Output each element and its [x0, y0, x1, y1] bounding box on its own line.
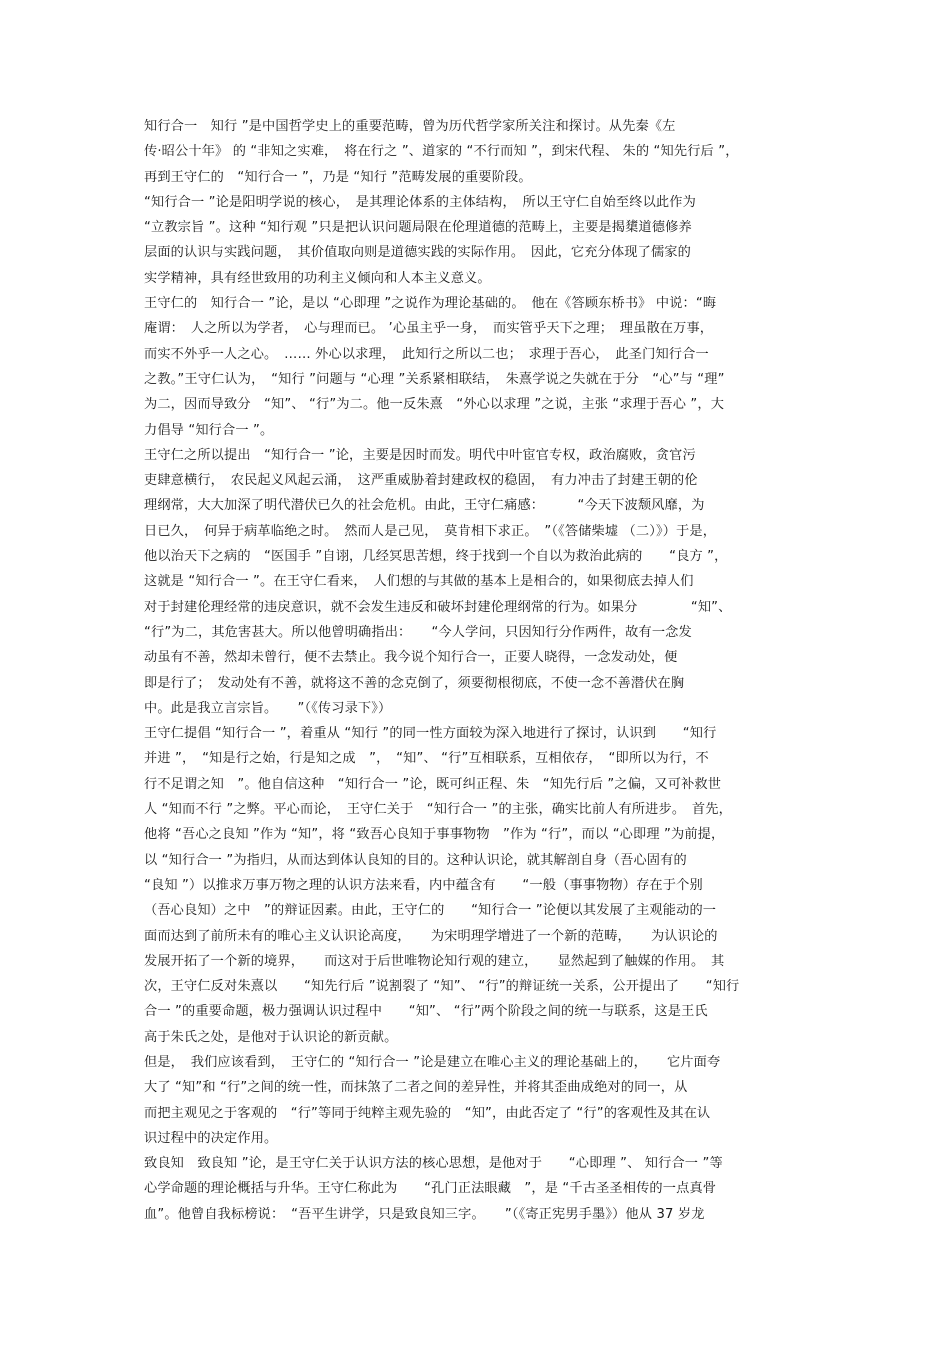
text-line: 行不足谓之知 ”。他自信这种 “知行合一 ”论，既可纠正程、朱 “知先行后 ”之偏，又可补救世 — [144, 776, 722, 792]
text-line: 之教。”王守仁认为， “知行 ”问题与 “心理 ”关系紧相联结， 朱熹学说之失就在于分 “心”与 “理” — [144, 371, 725, 387]
text-line: “良知 ”）以推求万事万物之理的认识方法来看，内中蕴含有 “一般（事事物物）存在于个别 — [144, 877, 703, 893]
text-line: 他将 “吾心之良知 ”作为 “知”，将 “致吾心良知于事事物物 ”作为 “行”，而以 “心即理 ”为前提， — [144, 827, 725, 843]
text-line: 理纲常，大大加深了明代潜伏已久的社会危机。由此，王守仁痛感： “今天下波颓风靡，为 — [144, 498, 705, 514]
text-line: 对于封建伦理经常的违戾意识，就不会发生违反和破坏封建伦理纲常的行为。如果分 “知”、 — [144, 599, 732, 615]
text-line: （吾心良知）之中 ”的辩证因素。由此，王守仁的 “知行合一 ”论便以其发展了主观能动的一 — [144, 903, 717, 919]
text-line: 力倡导 “知行合一 ”。 — [144, 422, 274, 438]
text-line: 血”。他曾自我标榜说： “吾平生讲学，只是致良知三字。 ”（《寄正宪男手墨》）他从 37 岁龙 — [144, 1206, 705, 1222]
text-line: 庵谓： 人之所以为学者， 心与理而已。 ’心虽主乎一身， 而实管乎天下之理； 理虽散在万事， — [144, 321, 714, 337]
text-line: 日已久， 何异于病革临绝之时。 然而人是己见， 莫肯相下求正。 ”（《答储柴墟 （二）》）于是， — [144, 523, 717, 539]
document-page — [144, 114, 809, 1227]
text-line: 面而达到了前所未有的唯心主义认识论高度， 为宋明理学增进了一个新的范畴， 为认识论的 — [144, 928, 718, 944]
text-line: 以 “知行合一 ”为指归，从而达到体认良知的目的。这种认识论，就其解剖自身（吾心固有的 — [144, 852, 687, 868]
text-line: 高于朱氏之处，是他对于认识论的新贡献。 — [144, 1029, 398, 1045]
text-line: 层面的认识与实践问题， 其价值取向则是道德实践的实际作用。 因此，它充分体现了儒家的 — [144, 245, 691, 261]
text-line: 心学命题的理论概括与升华。王守仁称此为 “孔门正法眼藏 ”，是 “千古圣圣相传的一点真骨 — [144, 1181, 717, 1197]
text-line: 致良知 致良知 ”论，是王守仁关于认识方法的核心思想，是他对于 “心即理 ”、 知行合一 ”等 — [144, 1156, 723, 1172]
text-line: 知行合一 知行 ”是中国哲学史上的重要范畴，曾为历代哲学家所关注和探讨。从先秦《左 — [144, 119, 676, 134]
text-line: 动虽有不善，然却未曾行，便不去禁止。我今说个知行合一，正要人晓得，一念发动处，便 — [144, 650, 678, 666]
text-line: “立教宗旨 ”。这种 “知行观 ”只是把认识问题局限在伦理道德的范畴上，主要是揭橥道德修养 — [144, 220, 692, 236]
text-line: 传·昭公十年》 的 “非知之实难， 将在行之 ”、道家的 “不行而知 ”，到宋代程、 朱的 “知先行后 ”， — [144, 144, 739, 160]
text-line: 王守仁提倡 “知行合一 ”，着重从 “知行 ”的同一性方面较为深入地进行了探讨，认识到 “知行 — [144, 726, 717, 742]
text-line: 他以治天下之病的 “医国手 ”自诩，几经冥思苦想，终于找到一个自以为救治此病的 “良方 ”， — [144, 549, 728, 565]
text-line: 这就是 “知行合一 ”。在王守仁看来， 人们想的与其做的基本上是相合的，如果彻底去掉人们 — [144, 574, 694, 590]
text-line: 大了 “知”和 “行”之间的统一性，而抹煞了二者之间的差异性，并将其歪曲成绝对的同一，从 — [144, 1080, 688, 1096]
text-line: 为二，因而导致分 “知”、 “行”为二。他一反朱熹 “外心以求理 ”之说，主张 “求理于吾心 ”，大 — [144, 397, 725, 413]
text-line: 识过程中的决定作用。 — [144, 1130, 278, 1146]
text-line: “行”为二，其危害甚大。所以他曾明确指出： “今人学问，只因知行分作两件，故有一念发 — [144, 624, 692, 640]
text-line: 吏肆意横行， 农民起义风起云涌， 这严重威胁着封建政权的稳固， 有力冲击了封建王朝的伦 — [144, 473, 698, 489]
text-line: 而实不外乎一人之心。 …… 外心以求理， 此知行之所以二也； 求理于吾心， 此圣门知行合一 — [144, 346, 709, 362]
text-line: 人 “知而不行 ”之弊。平心而论， 王守仁关于 “知行合一 ”的主张，确实比前人有所进步。 首先， — [144, 802, 732, 818]
text-line: 王守仁的 知行合一 ”论，是以 “心即理 ”之说作为理论基础的。 他在《答顾东桥书》 中说：“晦 — [144, 296, 717, 312]
text-line: 实学精神，具有经世致用的功利主义倾向和人本主义意义。 — [144, 270, 491, 286]
text-line: 而把主观见之于客观的 “行”等同于纯粹主观先验的 “知”，由此否定了 “行”的客观性及其在认 — [144, 1105, 711, 1121]
text-line: 并进 ”， “知是行之始，行是知之成 ”， “知”、 “行”互相联系，互相依存， “即所以为行，不 — [144, 751, 709, 767]
text-line: 发展开拓了一个新的境界， 而这对于后世唯物论知行观的建立， 显然起到了触媒的作用。 其 — [144, 953, 725, 969]
text-line: “知行合一 ”论是阳明学说的核心， 是其理论体系的主体结构， 所以王守仁自始至终以此作为 — [144, 194, 696, 210]
text-line: 即是行了； 发动处有不善，就将这不善的念克倒了，须要彻根彻底，不使一念不善潜伏在胸 — [144, 675, 685, 691]
text-line: 王守仁之所以提出 “知行合一 ”论，主要是因时而发。明代中叶宦官专权，政治腐败，贪官污 — [144, 447, 696, 463]
text-line: 中。此是我立言宗旨。 ”（《传习录下》） — [144, 700, 392, 716]
text-line: 再到王守仁的 “知行合一 ”，乃是 “知行 ”范畴发展的重要阶段。 — [144, 169, 532, 185]
text-line: 合一 ”的重要命题，极力强调认识过程中 “知”、 “行”两个阶段之间的统一与联系，这是王氏 — [144, 1004, 708, 1020]
text-line: 但是， 我们应该看到， 王守仁的 “知行合一 ”论是建立在唯心主义的理论基础上的， 它片面夸 — [144, 1054, 721, 1070]
text-line: 次，王守仁反对朱熹以 “知先行后 ”说割裂了 “知”、 “行”的辩证统一关系，公开提出了 “知行 — [144, 979, 740, 995]
